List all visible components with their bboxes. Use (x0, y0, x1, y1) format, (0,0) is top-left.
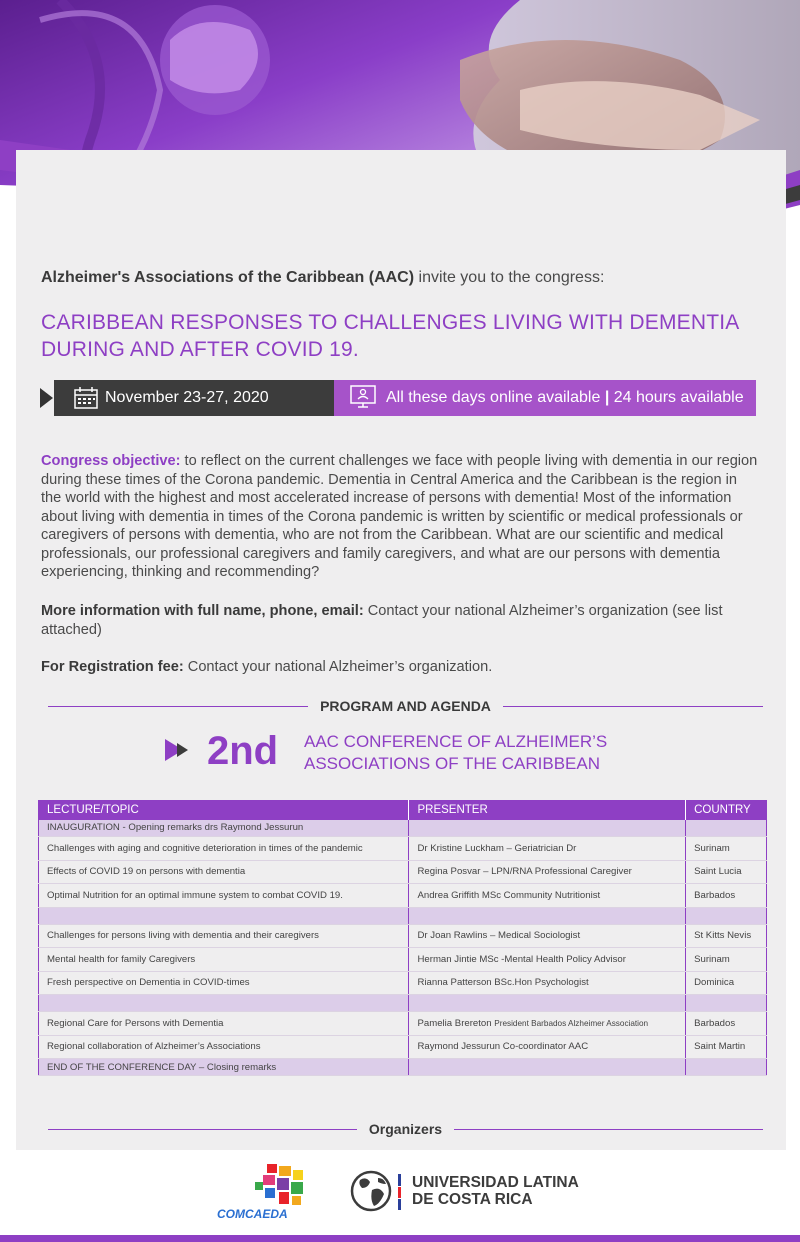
country-text: Surinam (694, 953, 730, 965)
objective-text: to reflect on the current challenges we face with people living with dementia in our region during these times of the Corona pandemic. Dementia in Central America and the Caribbean is the region in the world with the highest and most accelerated increase of persons with dementia! Most of the information about living with dementia in times of the Corona pandemic is written by scientific or medical professionals or caregivers of persons with dementia, who are not from the Caribbean. What are our scientific and medical professionals, our professional caregivers and family caregivers, and what are our persons with dementia experiencing, thinking and recommending? (41, 453, 758, 580)
cell-country (686, 1059, 767, 1076)
country-text: St Kitts Nevis (694, 930, 752, 942)
availability-hours: 24 hours available (613, 389, 744, 406)
country-text: Barbados (694, 1017, 736, 1029)
country-text: Surinam (694, 842, 730, 854)
brain-icon (215, 1162, 315, 1208)
more-info-paragraph (41, 602, 741, 639)
agenda-spacer-row (39, 907, 767, 924)
intro-invite: invite you to the congress: (414, 269, 605, 286)
presenter-text: Andrea Griffith MSc Community Nutritionist (417, 889, 601, 901)
topic-text: Challenges for persons living with dementia and their caregivers (47, 930, 319, 942)
conference-name-line-2: ASSOCIATIONS OF THE CARIBBEAN (304, 754, 600, 773)
ulatina-line-2: DE COSTA RICA (412, 1191, 533, 1208)
registration-paragraph (41, 658, 761, 677)
date-bar (40, 380, 756, 416)
cell-topic (39, 1035, 409, 1059)
cell-topic (39, 1012, 409, 1036)
table-row (39, 924, 767, 948)
presenter-text: Pamelia Brereton (417, 1017, 492, 1029)
table-row (39, 820, 767, 837)
cell-presenter (409, 971, 686, 995)
availability-days: All these days online available (386, 389, 601, 406)
country-text: Saint Martin (694, 1041, 746, 1053)
header-topic: LECTURE/TOPIC (39, 801, 409, 820)
header-country: COUNTRY (686, 801, 767, 820)
availability-text (386, 389, 744, 407)
conference-name-line-1: AAC CONFERENCE OF ALZHEIMER’S (304, 732, 608, 751)
table-row (39, 860, 767, 884)
cell-topic (39, 907, 409, 924)
cell-country (686, 820, 767, 837)
country-text: Dominica (694, 977, 735, 989)
table-row (39, 1035, 767, 1059)
cell-topic (39, 1059, 409, 1076)
topic-text: Fresh perspective on Dementia in COVID-times (47, 977, 250, 989)
country-text: Saint Lucia (694, 866, 742, 878)
topic-text: Regional Care for Persons with Dementia (47, 1017, 224, 1029)
cell-presenter (409, 1012, 686, 1036)
comcaeda-logo (215, 1162, 315, 1232)
topic-text: Challenges with aging and cognitive deterioration in times of the pandemic (47, 842, 363, 854)
cell-presenter (409, 837, 686, 861)
topic-text: END OF THE CONFERENCE DAY – Closing remarks (47, 1061, 277, 1073)
cell-topic (39, 995, 409, 1012)
cell-country (686, 860, 767, 884)
date-box (54, 380, 334, 416)
cell-topic (39, 884, 409, 908)
presenter-text: Dr Kristine Luckham – Geriatrician Dr (417, 842, 577, 854)
topic-text: INAUGURATION - Opening remarks drs Raymond Jessurun (47, 822, 304, 834)
topic-text: Mental health for family Caregivers (47, 953, 196, 965)
presenter-title-text: President Barbados Alzheimer Association (494, 1018, 649, 1028)
more-info-text: Contact your national Alzheimer’s organization (see list attached) (41, 603, 723, 638)
title-line-2: DURING AND AFTER COVID 19. (41, 338, 359, 361)
cell-presenter (409, 924, 686, 948)
cell-presenter (409, 1059, 686, 1076)
ulatina-logo (350, 1170, 610, 1220)
logo-strip (0, 1150, 800, 1235)
event-date: November 23-27, 2020 (105, 389, 269, 406)
topic-text: Optimal Nutrition for an optimal immune system to combat COVID 19. (47, 889, 343, 901)
cell-country (686, 995, 767, 1012)
cell-country (686, 948, 767, 972)
objective-label: Congress objective: (41, 453, 181, 469)
availability-separator: | (604, 389, 610, 406)
cell-presenter (409, 907, 686, 924)
conference-name (304, 731, 607, 775)
topic-text: Effects of COVID 19 on persons with dementia (47, 866, 246, 878)
cell-country (686, 971, 767, 995)
title-line-1: CARIBBEAN RESPONSES TO CHALLENGES LIVING WITH DEMENTIA (41, 311, 740, 334)
table-row (39, 948, 767, 972)
play-arrow-icon (40, 388, 53, 408)
cell-presenter (409, 1035, 686, 1059)
cell-topic (39, 948, 409, 972)
cell-country (686, 837, 767, 861)
registration-text: Contact your national Alzheimer’s organization. (183, 659, 493, 675)
agenda-spacer-row (39, 995, 767, 1012)
cell-country (686, 1035, 767, 1059)
conference-ordinal: 2nd (207, 729, 279, 773)
table-row (39, 884, 767, 908)
program-heading-label: PROGRAM AND AGENDA (308, 698, 503, 714)
intro-text (41, 269, 604, 287)
header-presenter: PRESENTER (409, 801, 686, 820)
cell-presenter (409, 860, 686, 884)
availability-box (334, 380, 756, 416)
objective-paragraph (41, 452, 761, 582)
agenda-header-row (39, 801, 767, 820)
table-row (39, 1059, 767, 1076)
cell-country (686, 884, 767, 908)
cell-country (686, 924, 767, 948)
program-heading (48, 698, 763, 714)
cell-country (686, 907, 767, 924)
play-arrow-icon (177, 743, 188, 757)
table-row (39, 1012, 767, 1036)
presenter-text: Raymond Jessurun Co-coordinator AAC (417, 1041, 589, 1053)
agenda-table (38, 800, 767, 1076)
cell-topic (39, 860, 409, 884)
comcaeda-text: COMCAEDA (217, 1207, 288, 1221)
cell-presenter (409, 884, 686, 908)
bottom-band (0, 1235, 800, 1242)
cell-presenter (409, 948, 686, 972)
cell-presenter (409, 820, 686, 837)
organizers-heading (48, 1121, 763, 1137)
topic-text: Regional collaboration of Alzheimer’s Associations (47, 1041, 261, 1053)
cell-topic (39, 820, 409, 837)
ulatina-text (412, 1174, 579, 1208)
cell-presenter (409, 995, 686, 1012)
table-row (39, 971, 767, 995)
presenter-text: Rianna Patterson BSc.Hon Psychologist (417, 977, 589, 989)
conference-title (165, 731, 645, 777)
cell-topic (39, 924, 409, 948)
country-text: Barbados (694, 889, 736, 901)
ulatina-line-1: UNIVERSIDAD LATINA (412, 1174, 579, 1191)
cell-topic (39, 971, 409, 995)
congress-title (41, 309, 740, 363)
presenter-text: Dr Joan Rawlins – Medical Sociologist (417, 930, 581, 942)
online-monitor-icon (350, 385, 376, 409)
globe-icon (350, 1170, 402, 1214)
more-info-label: More information with full name, phone, email: (41, 603, 364, 619)
cell-topic (39, 837, 409, 861)
table-row (39, 837, 767, 861)
calendar-icon (74, 387, 98, 409)
presenter-text: Regina Posvar – LPN/RNA Professional Caregiver (417, 866, 632, 878)
cell-country (686, 1012, 767, 1036)
presenter-text: Herman Jintie MSc -Mental Health Policy Advisor (417, 953, 626, 965)
registration-label: For Registration fee: (41, 659, 184, 675)
organizers-heading-label: Organizers (357, 1121, 454, 1137)
intro-org: Alzheimer's Associations of the Caribbean (AAC) (41, 269, 415, 286)
